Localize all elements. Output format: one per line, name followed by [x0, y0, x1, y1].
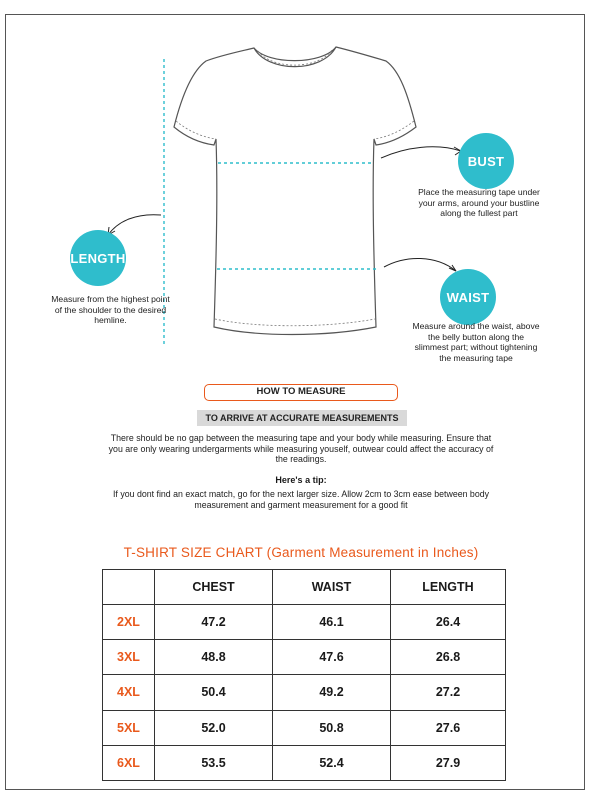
length-instruction: Measure from the highest point of the shoulder to the desired hemline. — [51, 294, 170, 326]
length-arrow — [108, 215, 161, 235]
chest-value: 47.2 — [155, 605, 273, 640]
bust-badge: BUST — [458, 133, 514, 189]
length-value: 26.4 — [391, 605, 506, 640]
table-row — [103, 745, 506, 780]
size-label: 5XL — [103, 710, 155, 745]
table-header-row — [103, 570, 506, 605]
size-label: 2XL — [103, 605, 155, 640]
size-label: 6XL — [103, 745, 155, 780]
waist-badge: WAIST — [440, 269, 496, 325]
size-label: 3XL — [103, 640, 155, 675]
size-chart-title: T-SHIRT SIZE CHART (Garment Measurement in Inches) — [123, 545, 479, 560]
size-chart-table — [102, 569, 506, 781]
table-header-chest: CHEST — [155, 570, 273, 605]
waist-value: 52.4 — [273, 745, 391, 780]
table-header-length: LENGTH — [391, 570, 506, 605]
table-header-size — [103, 570, 155, 605]
bust-arrow — [381, 147, 461, 158]
how-to-measure-heading: HOW TO MEASURE — [204, 384, 398, 401]
table-row — [103, 710, 506, 745]
chest-value: 52.0 — [155, 710, 273, 745]
table-row — [103, 605, 506, 640]
length-value: 27.6 — [391, 710, 506, 745]
arrive-heading: TO ARRIVE AT ACCURATE MEASUREMENTS — [197, 410, 407, 426]
size-guide-page — [5, 14, 585, 790]
size-label: 4XL — [103, 675, 155, 710]
length-value: 26.8 — [391, 640, 506, 675]
tip-title: Here's a tip: — [275, 475, 327, 485]
waist-value: 47.6 — [273, 640, 391, 675]
bust-instruction: Place the measuring tape under your arms, around your bustline along the fullest part — [418, 187, 540, 219]
length-badge: LENGTH — [70, 230, 126, 286]
table-header-waist: WAIST — [273, 570, 391, 605]
chest-value: 50.4 — [155, 675, 273, 710]
waist-value: 50.8 — [273, 710, 391, 745]
length-value: 27.9 — [391, 745, 506, 780]
tshirt-outline — [174, 47, 416, 335]
waist-arrow — [384, 258, 456, 271]
chest-value: 53.5 — [155, 745, 273, 780]
table-row — [103, 675, 506, 710]
waist-value: 49.2 — [273, 675, 391, 710]
length-value: 27.2 — [391, 675, 506, 710]
table-row — [103, 640, 506, 675]
tip-text: If you dont find an exact match, go for the next larger size. Allow 2cm to 3cm ease between body measurement and garment measurement for a good fit — [112, 489, 490, 510]
measure-paragraph: There should be no gap between the measuring tape and your body while measuring. Ensure that you are only wearing undergarments while measuring youself, outwear could affect the accuracy of the readings. — [108, 433, 494, 464]
waist-instruction: Measure around the waist, above the belly button along the slimmest part; without tightening the measuring tape — [412, 321, 540, 363]
chest-value: 48.8 — [155, 640, 273, 675]
waist-value: 46.1 — [273, 605, 391, 640]
